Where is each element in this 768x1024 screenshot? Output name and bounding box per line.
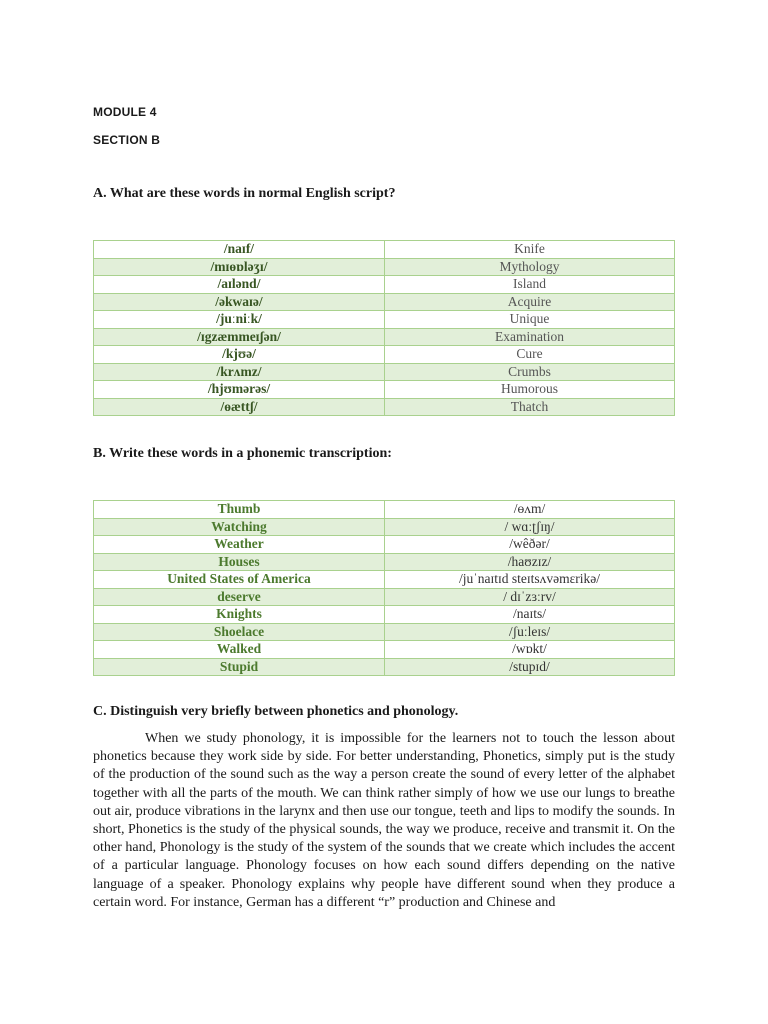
table-row <box>94 536 675 554</box>
table-a <box>93 240 675 416</box>
table-row <box>94 571 675 589</box>
phonemic-cell: /juˈnaɪtɪd steɪtsʌvəmɛrikə/ <box>385 571 675 589</box>
word-cell: Unique <box>385 311 675 329</box>
table-row <box>94 311 675 329</box>
word-cell: Acquire <box>385 293 675 311</box>
phonemic-cell: /ɵættʃ/ <box>94 398 385 416</box>
table-row <box>94 363 675 381</box>
word-cell: Cure <box>385 346 675 364</box>
word-cell: Thatch <box>385 398 675 416</box>
phonemic-cell: /krʌmz/ <box>94 363 385 381</box>
word-cell: Stupid <box>94 658 385 676</box>
table-row <box>94 518 675 536</box>
word-cell: Mythology <box>385 258 675 276</box>
phonemic-cell: /mɪɵɒləʒɪ/ <box>94 258 385 276</box>
question-a: A. What are these words in normal English script? <box>93 186 396 201</box>
module-heading: MODULE 4 <box>93 105 157 119</box>
table-row <box>94 658 675 676</box>
phonemic-cell: /ʃuːleɪs/ <box>385 623 675 641</box>
table-row <box>94 276 675 294</box>
phonemic-cell: /əkwaɪə/ <box>94 293 385 311</box>
question-c: C. Distinguish very briefly between phonetics and phonology. <box>93 704 459 719</box>
word-cell: Weather <box>94 536 385 554</box>
phonemic-cell: / dɪˈzɜːrv/ <box>385 588 675 606</box>
word-cell: Watching <box>94 518 385 536</box>
answer-paragraph: When we study phonology, it is impossible for the learners not to touch the lesson about phonetics because they work side by side. For better understanding, Phonetics, simply put is the study of the production of the sound such as the way a person create the sound of every letter of the alphabet together with all the parts of the mouth. We can think rather simply of how we use our lungs to breathe out air, produce vibrations in the larynx and then use our tongue, teeth and lips to modify the sounds. In short, Phonetics is the study of the physical sounds, the way we produce, receive and transmit it. On the other hand, Phonology is the study of the system of the sounds that we create which includes the accent of a particular language. Phonology focuses on how each sound differs depending on the native language of a speaker. Phonology explains why people have different sound when they produce a certain word. For instance, German has a different “r” production and Chinese and <box>93 731 675 910</box>
word-cell: Island <box>385 276 675 294</box>
phonemic-cell: /naɪts/ <box>385 606 675 624</box>
word-cell: Examination <box>385 328 675 346</box>
table-row <box>94 501 675 519</box>
table-row <box>94 588 675 606</box>
word-cell: deserve <box>94 588 385 606</box>
phonemic-cell: /juːniːk/ <box>94 311 385 329</box>
word-cell: Thumb <box>94 501 385 519</box>
phonemic-cell: /haʊzɪz/ <box>385 553 675 571</box>
word-cell: Houses <box>94 553 385 571</box>
phonemic-cell: /wɒkt/ <box>385 641 675 659</box>
table-row <box>94 328 675 346</box>
phonemic-cell: /ɪgzæmmeɪʃən/ <box>94 328 385 346</box>
table-row <box>94 623 675 641</box>
section-heading: SECTION B <box>93 133 161 147</box>
word-cell: Humorous <box>385 381 675 399</box>
word-cell: Knights <box>94 606 385 624</box>
word-cell: Walked <box>94 641 385 659</box>
phonemic-cell: / wɑːʈʃɪŋ/ <box>385 518 675 536</box>
table-row <box>94 641 675 659</box>
table-row <box>94 553 675 571</box>
word-cell: United States of America <box>94 571 385 589</box>
phonemic-cell: /naɪf/ <box>94 241 385 259</box>
table-row <box>94 258 675 276</box>
table-row <box>94 381 675 399</box>
phonemic-cell: /hjʊmərəs/ <box>94 381 385 399</box>
phonemic-cell: /wêðər/ <box>385 536 675 554</box>
word-cell: Shoelace <box>94 623 385 641</box>
table-row <box>94 606 675 624</box>
word-cell: Knife <box>385 241 675 259</box>
question-b: B. Write these words in a phonemic transcription: <box>93 446 392 461</box>
phonemic-cell: /aɪlənd/ <box>94 276 385 294</box>
table-row <box>94 346 675 364</box>
phonemic-cell: /ɵʌm/ <box>385 501 675 519</box>
table-row <box>94 293 675 311</box>
table-b <box>93 500 675 676</box>
table-row <box>94 398 675 416</box>
table-row <box>94 241 675 259</box>
phonemic-cell: /kjʊə/ <box>94 346 385 364</box>
phonemic-cell: /stupɪd/ <box>385 658 675 676</box>
word-cell: Crumbs <box>385 363 675 381</box>
